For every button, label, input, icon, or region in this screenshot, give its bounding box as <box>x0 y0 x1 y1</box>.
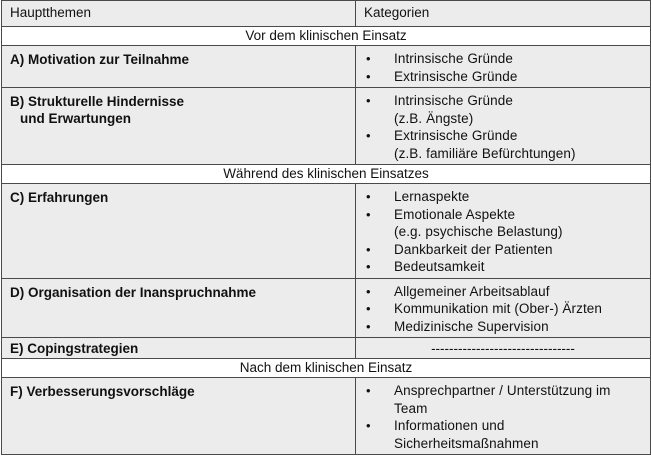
category-list <box>356 184 650 278</box>
theme-cell <box>2 46 356 88</box>
table-row <box>2 278 651 338</box>
header-cell-categories <box>356 1 651 27</box>
category-subtext: (z.B. Ängste) <box>394 110 474 126</box>
list-item <box>364 50 646 68</box>
theme-cell <box>2 378 356 455</box>
category-list <box>356 279 650 338</box>
theme-c-label: C) Erfahrungen <box>10 190 109 205</box>
theme-cell <box>2 184 356 279</box>
theme-d-label: D) Organisation der Inanspruchnahme <box>10 284 257 300</box>
section-after-label: Nach dem klinischen Einsatz <box>2 359 651 378</box>
category-list <box>356 46 650 87</box>
theme-b-label <box>2 88 355 131</box>
table-header-row <box>2 1 651 27</box>
list-item <box>364 127 646 162</box>
bullet-icon: • <box>366 189 371 204</box>
table-row <box>2 378 651 455</box>
category-text: Kommunikation mit (Ober-) Ärzten <box>394 301 603 316</box>
list-item <box>364 300 646 318</box>
empty-category-placeholder: -------------------------------- <box>431 341 575 356</box>
table-row <box>2 338 651 359</box>
bullet-icon: • <box>366 128 371 143</box>
category-cell <box>356 338 651 359</box>
bullet-icon: • <box>366 383 371 398</box>
category-cell <box>356 46 651 88</box>
category-cell <box>356 184 651 279</box>
category-text: Informationen und <box>394 418 505 433</box>
list-item <box>364 206 646 241</box>
bullet-icon: • <box>366 241 371 257</box>
section-row-after <box>2 359 651 378</box>
bullet-icon: • <box>366 283 371 299</box>
list-item <box>364 92 646 127</box>
section-before-label: Vor dem klinischen Einsatz <box>2 27 651 46</box>
category-subtext: Team <box>394 400 428 416</box>
list-item <box>364 241 646 259</box>
section-row-before <box>2 27 651 46</box>
category-subtext: (z.B. familiäre Befürchtungen) <box>394 145 576 161</box>
bullet-icon: • <box>366 51 371 66</box>
table-row <box>2 46 651 88</box>
category-cell <box>356 88 651 165</box>
theme-cell <box>2 278 356 338</box>
bullet-icon: • <box>366 93 371 108</box>
category-text: Bedeutsamkeit <box>394 259 485 274</box>
category-text: Extrinsische Gründe <box>394 68 518 84</box>
bullet-icon: • <box>366 68 371 84</box>
category-text: Intrinsische Gründe <box>394 93 513 108</box>
category-list <box>356 88 650 164</box>
theme-a-label: A) Motivation zur Teilnahme <box>10 52 190 67</box>
bullet-icon: • <box>366 206 371 222</box>
list-item <box>364 382 646 417</box>
theme-cell <box>2 88 356 165</box>
list-item <box>364 68 646 86</box>
themes-table <box>1 0 651 455</box>
table-row <box>2 88 651 165</box>
bullet-icon: • <box>366 318 371 334</box>
theme-b-line2: und Erwartungen <box>20 111 131 126</box>
list-item <box>364 283 646 301</box>
category-cell <box>356 378 651 455</box>
category-text: Allgemeiner Arbeitsablauf <box>394 283 550 299</box>
list-item <box>364 258 646 276</box>
category-text: Intrinsische Gründe <box>394 51 513 66</box>
header-themes-label: Hauptthemen <box>10 5 92 20</box>
category-text: Extrinsische Gründe <box>394 128 518 143</box>
header-cell-themes <box>2 1 356 27</box>
category-cell <box>356 278 651 338</box>
bullet-icon: • <box>366 301 371 316</box>
theme-e-label: E) Copingstrategien <box>10 341 139 356</box>
category-text: Lernaspekte <box>394 189 470 204</box>
theme-f-label: F) Verbesserungsvorschläge <box>10 384 195 399</box>
category-list <box>356 378 650 454</box>
category-text: Dankbarkeit der Patienten <box>394 241 553 257</box>
section-row-during <box>2 165 651 184</box>
category-text: Ansprechpartner / Unterstützung im <box>394 383 611 398</box>
list-item <box>364 417 646 452</box>
theme-b-line1: B) Strukturelle Hindernisse <box>10 94 185 109</box>
list-item <box>364 318 646 336</box>
list-item <box>364 188 646 206</box>
bullet-icon: • <box>366 418 371 433</box>
category-text: Emotionale Aspekte <box>394 206 516 222</box>
bullet-icon: • <box>366 259 371 274</box>
table-row <box>2 184 651 279</box>
category-subtext: (e.g. psychische Belastung) <box>394 224 563 239</box>
theme-cell <box>2 338 356 359</box>
category-text: Medizinische Supervision <box>394 318 549 334</box>
section-during-label: Während des klinischen Einsatzes <box>2 165 651 184</box>
category-subtext: Sicherheitsmaßnahmen <box>394 435 539 451</box>
header-categories-label: Kategorien <box>364 5 430 20</box>
